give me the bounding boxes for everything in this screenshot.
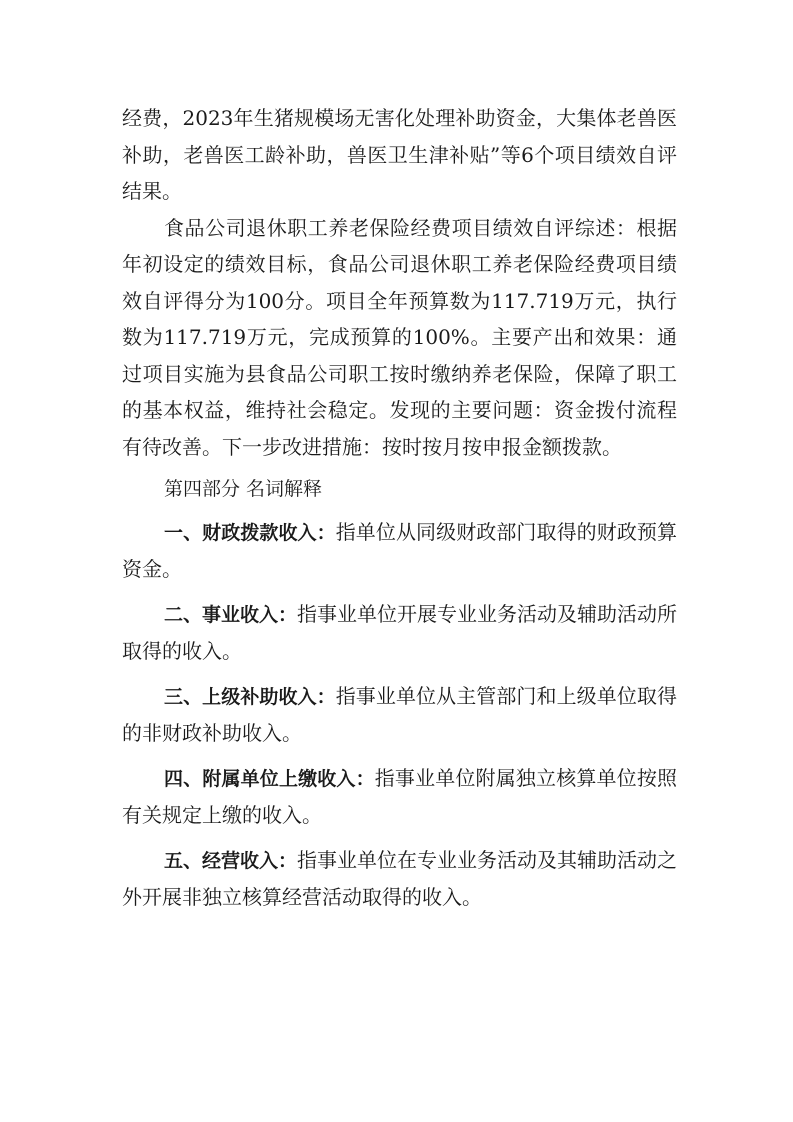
document-body bbox=[122, 100, 677, 916]
term-text: 指事业单位开展专业业务活动及辅助活动所取得的收入。 bbox=[122, 601, 678, 663]
term-definition bbox=[122, 514, 677, 588]
paragraph-summary: 食品公司退休职工养老保险经费项目绩效自评综述：根据年初设定的绩效目标，食品公司退休职工养老保险经费项目绩效自评得分为100分。项目全年预算数为117.719万元，执行数为117.719万元，完成预算的100%。主要产出和效果：通过项目实施为县食品公司职工按时缴纳养老保险，保障了职工的基本权益，维持社会稳定。发现的主要问题：资金拨付流程有待改善。下一步改进措施：按时按月按申报金额拨款。 bbox=[122, 215, 677, 459]
paragraph-continuation: 经费，2023年生猪规模场无害化处理补助资金，大集体老兽医补助，老兽医工龄补助，兽医卫生津补贴”等6个项目绩效自评结果。 bbox=[122, 106, 677, 203]
term-label: 一、财政拨款收入： bbox=[164, 521, 336, 544]
term-definition bbox=[122, 678, 677, 752]
term-definition bbox=[122, 760, 677, 834]
section-heading: 第四部分 名词解释 bbox=[164, 478, 323, 500]
term-label: 二、事业收入： bbox=[164, 603, 298, 626]
term-text: 指事业单位附属独立核算单位按照有关规定上缴的收入。 bbox=[122, 765, 677, 827]
term-text: 指单位从同级财政部门取得的财政预算资金。 bbox=[122, 519, 677, 581]
term-text: 指事业单位在专业业务活动及其辅助活动之外开展非独立核算经营活动取得的收入。 bbox=[122, 847, 678, 909]
term-label: 四、附属单位上缴收入： bbox=[164, 767, 375, 790]
term-text: 指事业单位从主管部门和上级单位取得的非财政补助收入。 bbox=[122, 683, 677, 745]
term-label: 三、上级补助收入： bbox=[164, 685, 336, 708]
term-definition bbox=[122, 842, 677, 916]
term-definition bbox=[122, 596, 677, 670]
term-label: 五、经营收入： bbox=[164, 849, 298, 872]
